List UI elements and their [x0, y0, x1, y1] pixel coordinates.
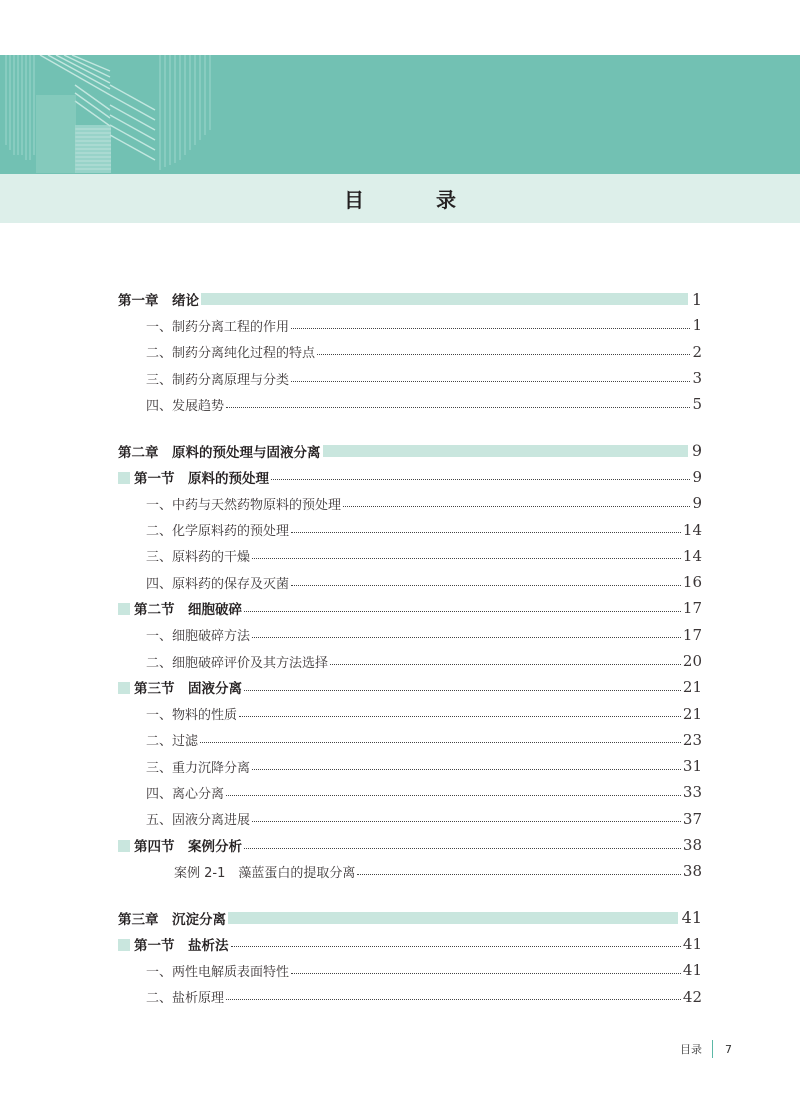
- page-number: 41: [681, 908, 702, 928]
- section-marker-icon: [118, 682, 130, 694]
- page-number: 37: [682, 809, 702, 828]
- toc-item[interactable]: 四、原料药的保存及灭菌 16: [146, 573, 702, 592]
- chapter-title: 第一章 绪论: [118, 293, 199, 310]
- toc-chapter-1[interactable]: [118, 286, 702, 312]
- page-number: 41: [682, 934, 702, 953]
- dot-leader: [231, 946, 681, 947]
- dot-leader: [252, 769, 681, 770]
- toc-item[interactable]: 二、细胞破碎评价及其方法选择 20: [146, 652, 702, 671]
- toc-section[interactable]: 第四节 案例分析 38: [118, 832, 702, 858]
- toc-section[interactable]: 第三节 固液分离 21: [118, 674, 702, 700]
- toc-item[interactable]: 四、发展趋势 5: [146, 395, 702, 414]
- dot-leader: [291, 328, 690, 329]
- toc-item[interactable]: 二、盐析原理 42: [146, 987, 702, 1007]
- section-marker-icon: [118, 603, 130, 615]
- dot-leader: [291, 381, 690, 382]
- toc-item[interactable]: 一、物料的性质 21: [146, 704, 702, 724]
- dot-leader: [252, 821, 681, 822]
- dot-leader: [226, 999, 681, 1000]
- toc-section[interactable]: 第一节 原料的预处理 9: [118, 464, 702, 490]
- table-of-contents: [118, 286, 702, 1010]
- page-number: 3: [692, 369, 702, 388]
- page-number: 33: [682, 783, 702, 802]
- page-number: 38: [682, 836, 702, 855]
- header-banner: [0, 55, 800, 174]
- toc-chapter-3[interactable]: [118, 905, 702, 931]
- page-number: 41: [682, 961, 702, 980]
- dot-leader: [330, 664, 681, 665]
- dot-leader: [252, 637, 681, 638]
- page-footer: [680, 1040, 732, 1058]
- page-number: 23: [682, 730, 702, 749]
- page-number: 14: [682, 520, 702, 539]
- chapter-accent-bar: [201, 293, 688, 305]
- dot-leader: [291, 532, 681, 533]
- page-title: 目 录: [344, 188, 482, 212]
- spacer: [118, 885, 702, 905]
- toc-item[interactable]: 四、离心分离 33: [146, 783, 702, 802]
- dot-leader: [239, 716, 681, 717]
- dot-leader: [291, 973, 681, 974]
- toc-item[interactable]: 五、固液分离进展 37: [146, 809, 702, 829]
- page-number: 9: [692, 494, 702, 513]
- section-marker-icon: [118, 939, 130, 951]
- dot-leader: [271, 479, 690, 480]
- chapter-title: 第二章 原料的预处理与固液分离: [118, 444, 321, 461]
- page-number: 2: [692, 342, 702, 361]
- dot-leader: [244, 690, 681, 691]
- dot-leader: [317, 354, 690, 355]
- chapter-accent-bar: [228, 912, 678, 924]
- page-number: 1: [692, 316, 702, 335]
- page-number: 42: [682, 987, 702, 1006]
- toc-item[interactable]: 三、原料药的干燥 14: [146, 546, 702, 566]
- page-number: 9: [691, 441, 702, 461]
- dot-leader: [226, 795, 681, 796]
- title-band: [0, 174, 800, 223]
- footer-section-label: 目录: [680, 1043, 702, 1056]
- page-number: 14: [682, 546, 702, 565]
- toc-item[interactable]: 三、重力沉降分离 31: [146, 757, 702, 776]
- dot-leader: [244, 611, 681, 612]
- toc-item[interactable]: 二、过滤 23: [146, 730, 702, 750]
- toc-section[interactable]: 第二节 细胞破碎 17: [118, 595, 702, 621]
- chapter-accent-bar: [323, 445, 688, 457]
- spacer: [118, 417, 702, 437]
- toc-item[interactable]: 一、两性电解质表面特性 41: [146, 961, 702, 980]
- page-number: 17: [682, 599, 702, 618]
- dot-leader: [200, 742, 681, 743]
- toc-item[interactable]: 一、细胞破碎方法 17: [146, 625, 702, 645]
- decorative-geometric-pattern-icon: [0, 55, 230, 174]
- page-number: 21: [682, 678, 702, 697]
- toc-item[interactable]: 一、制药分离工程的作用 1: [146, 316, 702, 335]
- page-number: 9: [692, 467, 702, 486]
- toc-item[interactable]: 三、制药分离原理与分类 3: [146, 369, 702, 388]
- toc-case-item[interactable]: 案例 2-1 藻蓝蛋白的提取分离 38: [174, 862, 702, 881]
- toc-item[interactable]: 二、制药分离纯化过程的特点 2: [146, 342, 702, 362]
- toc-item[interactable]: 一、中药与天然药物原料的预处理 9: [146, 494, 702, 513]
- page-number: 21: [682, 704, 702, 723]
- dot-leader: [252, 558, 681, 559]
- page-number: 17: [682, 625, 702, 644]
- footer-page-number: 7: [725, 1042, 732, 1056]
- dot-leader: [226, 407, 690, 408]
- chapter-title: 第三章 沉淀分离: [118, 911, 226, 928]
- dot-leader: [291, 585, 681, 586]
- section-marker-icon: [118, 840, 130, 852]
- page-number: 31: [682, 757, 702, 776]
- page-number: 16: [682, 573, 702, 592]
- dot-leader: [343, 506, 690, 507]
- toc-section[interactable]: 第一节 盐析法 41: [118, 931, 702, 957]
- toc-item[interactable]: 二、化学原料药的预处理 14: [146, 520, 702, 540]
- toc-chapter-2[interactable]: [118, 437, 702, 463]
- page-number: 20: [682, 652, 702, 670]
- section-marker-icon: [118, 472, 130, 484]
- page-number: 38: [682, 862, 702, 881]
- dot-leader: [357, 874, 681, 875]
- page-number: 1: [691, 289, 702, 309]
- dot-leader: [244, 848, 681, 849]
- footer-divider: [712, 1040, 713, 1058]
- page-number: 5: [692, 395, 702, 414]
